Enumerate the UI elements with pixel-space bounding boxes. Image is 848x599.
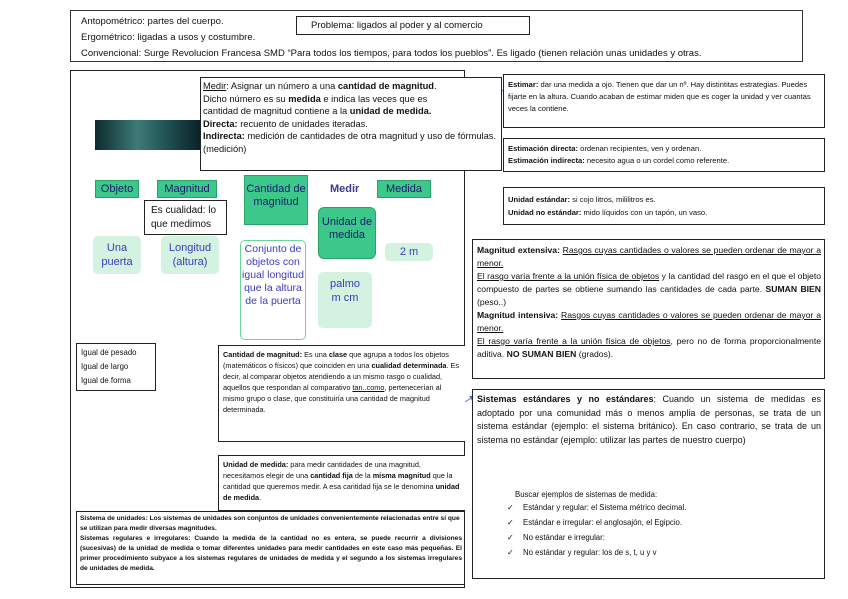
unidad-def-d: . — [259, 493, 262, 502]
node-magnitud: Magnitud — [157, 180, 217, 198]
list-item: ✓ Estándar e irregular: el anglosajón, el Egipcio. — [503, 515, 686, 530]
cualidad-box: Es cualidad: lo que medimos — [144, 200, 227, 235]
node-una-puerta: Una puerta — [93, 236, 141, 274]
estimacion-directa-text: ordenan recipientes, ven y ordenan. — [578, 144, 702, 153]
intensiva-end: (grados). — [576, 349, 614, 359]
cantidad-def-tan: tan..como — [352, 383, 385, 392]
unidad-def-box — [218, 455, 465, 511]
medir-text-a: : Asignar un número a una — [226, 81, 338, 91]
cantidad-def-label: Cantidad de magnitud: — [223, 350, 303, 359]
suman-bien: SUMAN BIEN — [765, 284, 821, 294]
unidad-estandar-body: si cojo litros, mililitros es. — [570, 195, 656, 204]
indirecta-text: medición de cantidades de otra magnitud y uso de fórmulas. (medición) — [203, 131, 497, 154]
cantidad-def-b: que agrupa a todos los objetos (matemáticos o físicos) que coinciden en una — [223, 350, 449, 370]
unidad-def-a: para medir cantidades de una magnitud, necesitamos elegir de una — [223, 460, 421, 480]
sistema-unidades-p2: Sistemas regulares e irregulares: Cuando la medida de la cantidad no es entera, se puede recurrir a divisiones (sucesivas) de la unidad de medida o tomar diferentes unidades para medir cantidades en este caso más pequeñas. El primer procedimiento subyace a los sistemas regulares de unidades de medida y el segundo a los sistemas irregulares de unidades de medida. — [80, 535, 462, 572]
unidad-estandar-box — [503, 187, 825, 225]
intensiva-def: Rasgos cuyas cantidades o valores se pueden ordenar de mayor a menor. — [477, 310, 821, 333]
medir-label: Medir — [203, 81, 227, 91]
no-suman-bien: NO SUMAN BIEN — [506, 349, 577, 359]
unidad-no-estandar-label: Unidad no estándar: — [508, 208, 582, 217]
medir-box — [200, 77, 502, 171]
node-conjunto: Conjunto de objetos con igual longitud que la altura de la puerta — [240, 240, 306, 340]
sistemas-label: Sistemas estándares y no estándares — [477, 394, 654, 404]
extensiva-label: Magnitud extensiva: — [477, 245, 560, 255]
node-unidad-medida: Unidad de medida — [318, 207, 376, 259]
estimacion-indirecta-label: Estimación indirecta: — [508, 156, 585, 165]
cantidad-def-a: Es una — [302, 350, 329, 359]
extensiva-rasgo: El rasgo varía frente a la unión física de objetos — [477, 271, 660, 281]
problema-text: Problema: ligados al poder y al comercio — [311, 20, 483, 31]
medir-text-d: Dicho número es su — [203, 93, 289, 104]
extensiva-def: Rasgos cuyas cantidades o valores se pueden ordenar de mayor a menor. — [477, 245, 821, 268]
unidad-no-estandar-body: mido líquidos con un tapón, un vaso. — [581, 208, 708, 217]
medir-text-f: e indica las veces que es — [320, 93, 428, 104]
estimacion-box — [503, 138, 825, 172]
cantidad-def-box — [218, 345, 465, 442]
unidad-def-b: de la — [352, 471, 373, 480]
sistemas-list — [503, 500, 686, 560]
unidad-estandar-label: Unidad estándar: — [508, 195, 571, 204]
unidad-def-text — [223, 459, 461, 503]
extensiva-text: y la cantidad del rasgo en el que el objeto compuesto de partes se obtiene sumando las cantidades de cada parte. — [477, 271, 821, 294]
unidad-def-um: unidad de medida — [223, 482, 460, 502]
medir-text-c: . — [433, 81, 437, 91]
estimar-body: dar una medida a ojo. Tienen que dar un nº. Hay distintitas estrategias. Puedes fijarte en la altura. Cuando acaban de estimar miden que es coger la unidad y ver cuantas veces la contiene. — [508, 80, 811, 113]
node-longitud: Longitud (altura) — [161, 236, 219, 274]
medir-def — [203, 80, 499, 155]
sistemas-box — [472, 389, 825, 579]
header-convencional: Convencional: Surge Revolucion Francesa SMD “Para todos los tiempos, para todos los pueblos”. Es ligado (tienen relación unas unidades y otras. — [81, 48, 702, 59]
estimacion-text — [508, 143, 820, 167]
cantidad-def-c: . Es decir, al comparar objetos atendiendo a un mismo rasgo o cualidad, aquellos que respondan al comparativo — [223, 361, 460, 392]
indirecta-label: Indirecta: — [203, 131, 245, 141]
estimacion-indirecta-text: necesito agua o un cordel como referente. — [584, 156, 730, 165]
magnitud-box — [472, 239, 825, 379]
estimar-box — [503, 74, 825, 128]
cantidad-def-text — [223, 349, 461, 415]
intensiva-label: Magnitud intensiva: — [477, 310, 559, 320]
magnitud-text — [477, 244, 821, 361]
node-medir: Medir — [330, 183, 360, 195]
directa-text: recuento de unidades iteradas. — [237, 118, 368, 129]
unidad-def-fija: cantidad fija — [310, 471, 353, 480]
node-objeto: Objeto — [95, 180, 139, 198]
buscar-label: Buscar ejemplos de sistemas de medida: — [515, 490, 658, 499]
medir-text-e: medida — [288, 93, 321, 104]
cantidad-def-clase: clase — [328, 350, 348, 359]
estimar-text — [508, 79, 820, 115]
sistemas-text — [477, 393, 821, 447]
igual-forma: Igual de forma — [81, 376, 131, 385]
header-ergometrico: Ergométrico: ligadas a usos y costumbre. — [81, 32, 256, 43]
medir-text-h: unidad de medida. — [349, 106, 432, 116]
intensiva-text: , pero no de forma proporcionalmente aditiva. — [477, 336, 822, 359]
extensiva-end: (peso..) — [477, 297, 507, 307]
list-item: ✓ No estándar e irregular: — [503, 530, 686, 545]
list-item: ✓ Estándar y regular: el Sistema métrico decimal. — [503, 500, 686, 515]
problema-box — [296, 16, 530, 35]
unidad-def-label: Unidad de medida: — [223, 460, 289, 469]
unidad-def-c: que la cantidad que queremos medir. A esa cantidad fija se le denomina — [223, 471, 453, 491]
cantidad-def-cualidad: cualidad determinada — [371, 361, 447, 370]
sistema-unidades-box — [76, 511, 465, 585]
node-palmo: palmo m cm — [318, 272, 372, 328]
unidad-estandar-text — [508, 193, 820, 219]
header-antropometrico: Antopométrico: partes del cuerpo. — [81, 16, 224, 27]
igual-largo: Igual de largo — [81, 362, 129, 371]
teal-image — [95, 120, 200, 150]
medir-text-b: cantidad de magnitud — [337, 81, 434, 91]
node-medida: Medida — [377, 180, 431, 198]
directa-label: Directa: — [203, 118, 238, 129]
estimar-label: Estimar: — [508, 80, 539, 89]
medir-text-g: cantidad de magnitud contiene a la — [203, 106, 350, 116]
cantidad-def-d: , pertenecerían al mismo grupo o clase, que constituiría una cantidad de magnitud determinada. — [223, 383, 442, 414]
estimacion-directa-label: Estimación directa: — [508, 144, 579, 153]
list-item: ✓ No estándar y regular: los de s, t, u y v — [503, 545, 686, 560]
igual-box — [76, 343, 156, 391]
node-cantidad: Cantidad de magnitud — [244, 175, 308, 225]
igual-pesado: Igual de pesado — [81, 348, 137, 357]
unidad-def-misma: misma magnitud — [372, 471, 431, 480]
sistemas-body: : Cuando un sistema de medidas es adoptado por una comunidad más o menos amplia de personas, se trata de un sistema estándar (ejemplo: el sistema británico). En caso contrario, se trata de un sistema no estándar (ejemplo: utilizar las partes de nuestro cuerpo) — [477, 394, 821, 445]
node-2m: 2 m — [385, 243, 433, 261]
sistema-unidades-p1: Sistema de unidades: Los sistemas de unidades son conjuntos de unidades convenientemente relacionadas entre sí que se utilizan para medir diversas magnitudes. — [80, 515, 460, 532]
intensiva-rasgo: El rasgo varía frente a la unión física de objetos — [477, 336, 671, 346]
